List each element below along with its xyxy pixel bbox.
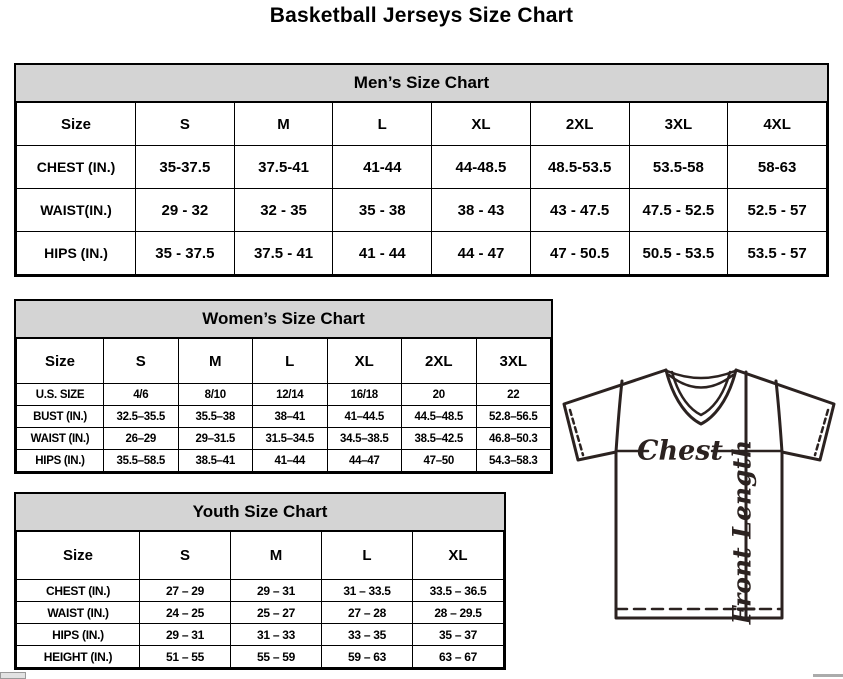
womens-size-chart xyxy=(14,299,553,474)
womens-cell: 8/10 xyxy=(178,384,253,406)
youth-table-row xyxy=(17,580,504,602)
youth-cell: 25 – 27 xyxy=(231,602,322,624)
youth-column-header: M xyxy=(231,532,322,580)
mens-cell: 37.5 - 41 xyxy=(234,232,333,275)
mens-column-header: XL xyxy=(432,103,531,146)
mens-cell: 47.5 - 52.5 xyxy=(629,189,728,232)
womens-cell: 38.5–41 xyxy=(178,450,253,472)
mens-cell: 52.5 - 57 xyxy=(728,189,827,232)
youth-cell: 29 – 31 xyxy=(140,624,231,646)
womens-row-label: WAIST (IN.) xyxy=(17,428,104,450)
womens-cell: 16/18 xyxy=(327,384,402,406)
jersey-diagram xyxy=(556,360,842,628)
mens-chart-title: Men’s Size Chart xyxy=(16,65,827,102)
mens-column-header: M xyxy=(234,103,333,146)
front-length-label: Front Length xyxy=(727,439,757,625)
womens-column-header: 2XL xyxy=(402,339,477,384)
womens-cell: 44–47 xyxy=(327,450,402,472)
womens-table-row xyxy=(17,384,551,406)
mens-table-row xyxy=(17,146,827,189)
womens-row-label: BUST (IN.) xyxy=(17,406,104,428)
womens-cell: 12/14 xyxy=(253,384,328,406)
youth-chart-title: Youth Size Chart xyxy=(16,494,504,531)
womens-cell: 41–44.5 xyxy=(327,406,402,428)
mens-cell: 50.5 - 53.5 xyxy=(629,232,728,275)
youth-cell: 63 – 67 xyxy=(413,646,504,668)
jersey-collar-back-arc xyxy=(667,371,735,378)
youth-column-header: L xyxy=(322,532,413,580)
mens-cell: 35 - 37.5 xyxy=(136,232,235,275)
youth-table-body xyxy=(17,580,504,668)
womens-table-row xyxy=(17,428,551,450)
womens-table xyxy=(16,338,551,472)
page-title: Basketball Jerseys Size Chart xyxy=(269,4,574,27)
jersey-right-seam xyxy=(776,381,782,452)
youth-cell: 51 – 55 xyxy=(140,646,231,668)
youth-row-label: HEIGHT (IN.) xyxy=(17,646,140,668)
youth-cell: 27 – 28 xyxy=(322,602,413,624)
youth-cell: 31 – 33 xyxy=(231,624,322,646)
womens-table-row xyxy=(17,450,551,472)
womens-column-header: M xyxy=(178,339,253,384)
mens-cell: 48.5-53.5 xyxy=(530,146,629,189)
scrollbar-fragment-right[interactable] xyxy=(813,674,843,677)
womens-cell: 52.8–56.5 xyxy=(476,406,551,428)
youth-header-row xyxy=(17,532,504,580)
mens-cell: 35 - 38 xyxy=(333,189,432,232)
mens-row-label: WAIST(IN.) xyxy=(17,189,136,232)
youth-table-row xyxy=(17,624,504,646)
womens-column-header: Size xyxy=(17,339,104,384)
womens-cell: 38–41 xyxy=(253,406,328,428)
youth-cell: 31 – 33.5 xyxy=(322,580,413,602)
youth-cell: 35 – 37 xyxy=(413,624,504,646)
womens-cell: 35.5–58.5 xyxy=(104,450,179,472)
youth-column-header: Size xyxy=(17,532,140,580)
youth-table-row xyxy=(17,602,504,624)
womens-column-header: S xyxy=(104,339,179,384)
womens-cell: 44.5–48.5 xyxy=(402,406,477,428)
youth-row-label: HIPS (IN.) xyxy=(17,624,140,646)
mens-cell: 58-63 xyxy=(728,146,827,189)
mens-cell: 53.5 - 57 xyxy=(728,232,827,275)
womens-cell: 31.5–34.5 xyxy=(253,428,328,450)
womens-chart-title: Women’s Size Chart xyxy=(16,301,551,338)
youth-table-row xyxy=(17,646,504,668)
chest-measure-label: Chest xyxy=(637,435,723,467)
mens-cell: 44 - 47 xyxy=(432,232,531,275)
womens-cell: 32.5–35.5 xyxy=(104,406,179,428)
womens-column-header: 3XL xyxy=(476,339,551,384)
mens-size-chart xyxy=(14,63,829,277)
mens-cell: 37.5-41 xyxy=(234,146,333,189)
mens-cell: 47 - 50.5 xyxy=(530,232,629,275)
womens-column-header: L xyxy=(253,339,328,384)
youth-cell: 28 – 29.5 xyxy=(413,602,504,624)
youth-row-label: CHEST (IN.) xyxy=(17,580,140,602)
womens-cell: 34.5–38.5 xyxy=(327,428,402,450)
womens-header-row xyxy=(17,339,551,384)
youth-cell: 33.5 – 36.5 xyxy=(413,580,504,602)
mens-cell: 41 - 44 xyxy=(333,232,432,275)
scrollbar-fragment-left[interactable] xyxy=(0,672,26,679)
mens-cell: 53.5-58 xyxy=(629,146,728,189)
womens-cell: 46.8–50.3 xyxy=(476,428,551,450)
womens-column-header: XL xyxy=(327,339,402,384)
youth-cell: 24 – 25 xyxy=(140,602,231,624)
womens-row-label: U.S. SIZE xyxy=(17,384,104,406)
womens-table-row xyxy=(17,406,551,428)
youth-cell: 27 – 29 xyxy=(140,580,231,602)
womens-row-label: HIPS (IN.) xyxy=(17,450,104,472)
mens-column-header: S xyxy=(136,103,235,146)
mens-cell: 43 - 47.5 xyxy=(530,189,629,232)
womens-table-body xyxy=(17,384,551,472)
mens-table-body xyxy=(17,146,827,275)
mens-column-header: 2XL xyxy=(530,103,629,146)
jersey-left-seam xyxy=(616,381,622,452)
womens-cell: 41–44 xyxy=(253,450,328,472)
jersey-body-outline xyxy=(616,452,782,618)
womens-cell: 54.3–58.3 xyxy=(476,450,551,472)
mens-cell: 41-44 xyxy=(333,146,432,189)
womens-cell: 22 xyxy=(476,384,551,406)
mens-cell: 29 - 32 xyxy=(136,189,235,232)
mens-cell: 44-48.5 xyxy=(432,146,531,189)
womens-cell: 38.5–42.5 xyxy=(402,428,477,450)
womens-cell: 47–50 xyxy=(402,450,477,472)
mens-table-row xyxy=(17,232,827,275)
mens-column-header: 3XL xyxy=(629,103,728,146)
youth-table xyxy=(16,531,504,668)
womens-cell: 4/6 xyxy=(104,384,179,406)
mens-row-label: CHEST (IN.) xyxy=(17,146,136,189)
womens-cell: 20 xyxy=(402,384,477,406)
youth-cell: 55 – 59 xyxy=(231,646,322,668)
mens-cell: 32 - 35 xyxy=(234,189,333,232)
mens-header-row xyxy=(17,103,827,146)
youth-row-label: WAIST (IN.) xyxy=(17,602,140,624)
mens-cell: 38 - 43 xyxy=(432,189,531,232)
mens-column-header: 4XL xyxy=(728,103,827,146)
youth-cell: 59 – 63 xyxy=(322,646,413,668)
youth-cell: 33 – 35 xyxy=(322,624,413,646)
youth-size-chart xyxy=(14,492,506,670)
womens-cell: 29–31.5 xyxy=(178,428,253,450)
mens-table xyxy=(16,102,827,275)
youth-cell: 29 – 31 xyxy=(231,580,322,602)
mens-table-row xyxy=(17,189,827,232)
womens-cell: 35.5–38 xyxy=(178,406,253,428)
mens-column-header: L xyxy=(333,103,432,146)
mens-row-label: HIPS (IN.) xyxy=(17,232,136,275)
mens-column-header: Size xyxy=(17,103,136,146)
youth-column-header: S xyxy=(140,532,231,580)
mens-cell: 35-37.5 xyxy=(136,146,235,189)
youth-column-header: XL xyxy=(413,532,504,580)
womens-cell: 26–29 xyxy=(104,428,179,450)
